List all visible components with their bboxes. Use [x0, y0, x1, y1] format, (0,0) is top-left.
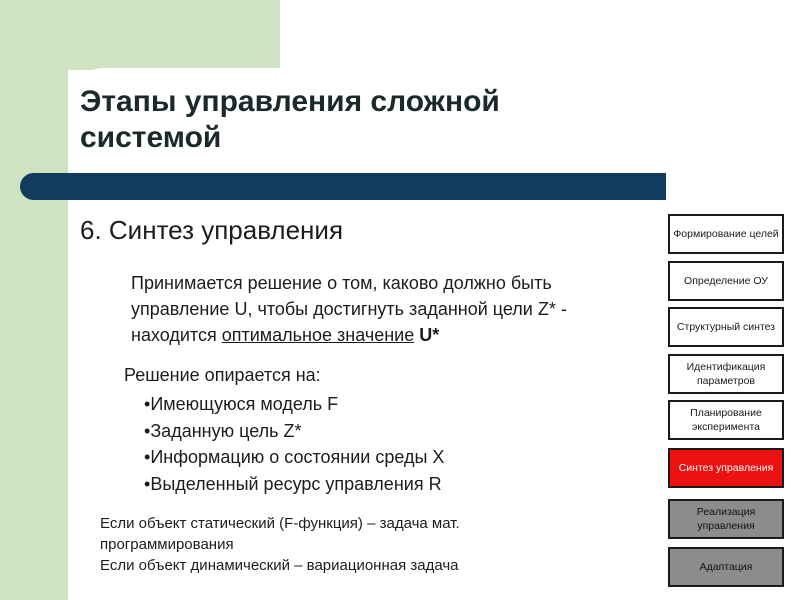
- basis-list: [144, 391, 444, 497]
- step-control-synthesis[interactable]: Синтез управления: [668, 448, 784, 488]
- description-paragraph: [131, 270, 651, 348]
- green-decor-top: [0, 0, 280, 70]
- section-subtitle: 6. Синтез управления: [80, 215, 344, 245]
- basis-heading: Решение опирается на:: [124, 365, 321, 385]
- list-item: • Заданную цель Z*: [144, 418, 444, 445]
- note-line: Если объект статический (F-функция) – задача мат.: [100, 515, 460, 532]
- notes-block: [100, 513, 580, 576]
- step-adaptation[interactable]: Адаптация: [668, 547, 784, 587]
- paragraph-text: Принимается решение о том, каково должно быть управление U, чтобы достигнуть заданной цели Z* - находится: [131, 273, 567, 345]
- slide-title: Этапы управления сложной системой: [80, 85, 500, 154]
- note-line: программирования: [100, 536, 234, 553]
- green-decor-left: [0, 0, 68, 600]
- list-item: • Выделенный ресурс управления R: [144, 471, 444, 498]
- step-structural-synthesis[interactable]: Структурный синтез: [668, 307, 784, 347]
- step-goal-formation[interactable]: Формирование целей: [668, 214, 784, 254]
- list-item: • Информацию о состоянии среды X: [144, 444, 444, 471]
- optimal-value-link: оптимальное значение: [221, 325, 415, 345]
- note-line: Если объект динамический – вариационная задача: [100, 557, 459, 574]
- title-divider-bar: [20, 173, 666, 200]
- step-parameter-identification[interactable]: Идентификация параметров: [668, 354, 784, 394]
- list-item: • Имеющуюся модель F: [144, 391, 444, 418]
- step-control-implementation[interactable]: Реализация управления: [668, 499, 784, 539]
- optimal-control-symbol: U*: [419, 325, 440, 345]
- step-object-definition[interactable]: Определение ОУ: [668, 261, 784, 301]
- step-experiment-planning[interactable]: Планирование эксперимента: [668, 400, 784, 440]
